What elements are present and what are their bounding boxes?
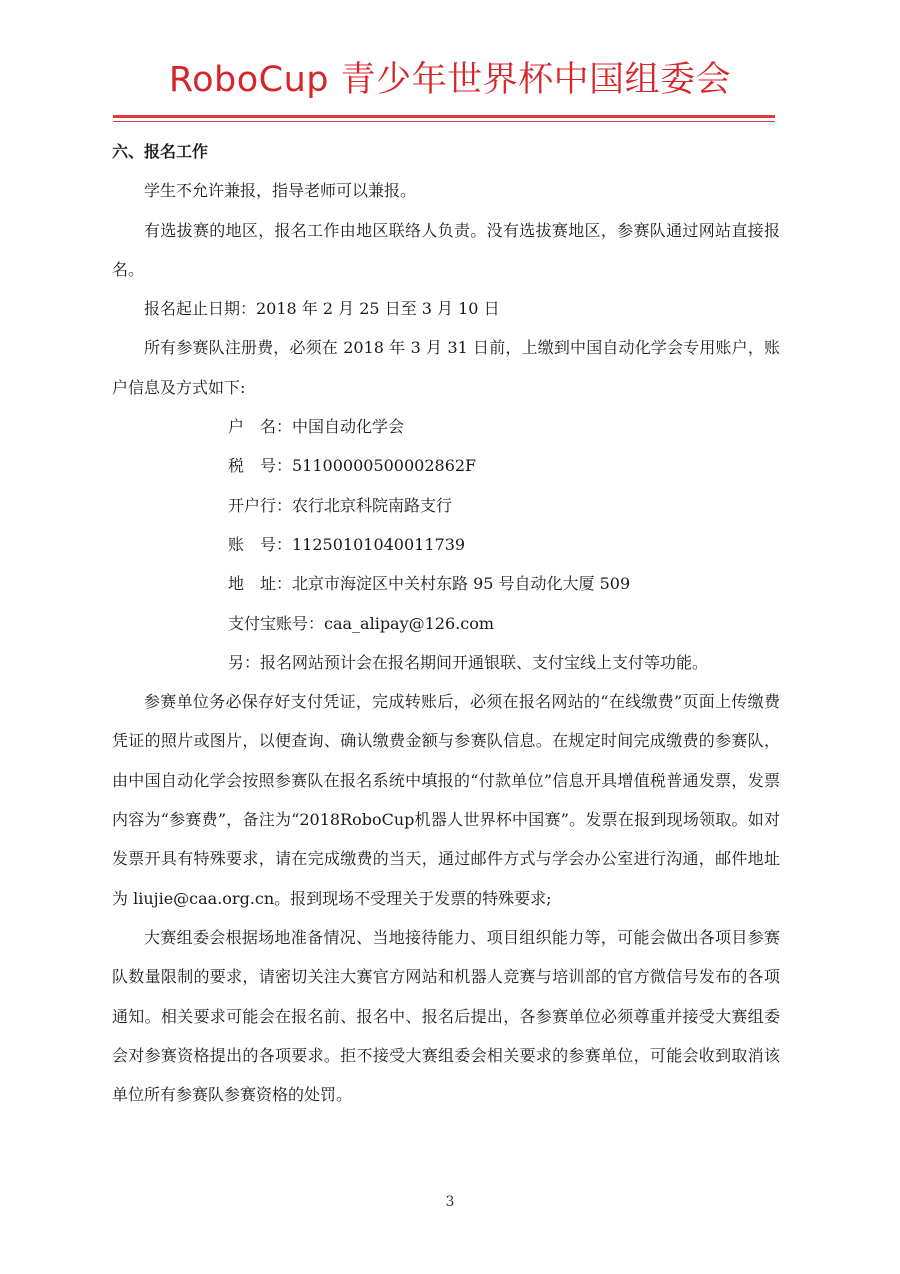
account-name: 户 名：中国自动化学会 <box>228 417 405 437</box>
paragraph-committee-requirements: 大赛组委会根据场地准备情况、当地接待能力、项目组织能力等，可能会做出各项目参赛队数量限制的要求，请密切关注大赛官方网站和机器人竞赛与培训部的官方微信号发布的各项通知。相关要求可能会在报名前、报名中、报名后提出，各参赛单位必须尊重并接受大赛组委会对参赛资格提出的各项要求。拒不接受大赛组委会相关要求的参赛单位，可能会收到取消该单位所有参赛队参赛资格的处罚。 <box>112 927 780 1105</box>
paragraph-payment-invoice: 参赛单位务必保存好支付凭证，完成转账后，必须在报名网站的“在线缴费”页面上传缴费凭证的照片或图片，以便查询、确认缴费金额与参赛队信息。在规定时间完成缴费的参赛队，由中国自动化学会按照参赛队在报名系统中填报的“付款单位”信息开具增值税普通发票，发票内容为“参赛费”，备注为“2018RoboCup机器人世界杯中国赛”。发票在报到现场领取。如对发票开具有特殊要求，请在完成缴费的当天，通过邮件方式与学会办公室进行沟通，邮件地址为 liujie@caa.org.cn。报到现场不受理关于发票的特殊要求; <box>112 692 780 908</box>
paragraph-registration-responsibility: 有选拔赛的地区，报名工作由地区联络人负责。没有选拔赛地区，参赛队通过网站直接报名。 <box>112 220 780 279</box>
paragraph-dual-registration: 学生不允许兼报，指导老师可以兼报。 <box>144 181 417 201</box>
account-number: 账 号：11250101040011739 <box>228 534 466 554</box>
page-header-title: RoboCup 青少年世界杯中国组委会 <box>168 60 732 100</box>
page-number: 3 <box>445 1194 455 1210</box>
account-tax-id: 税 号：51100000500002862F <box>228 456 477 476</box>
document-body <box>112 132 780 1114</box>
paragraph-registration-fee: 所有参赛队注册费，必须在 2018 年 3 月 31 日前，上缴到中国自动化学会专用账户，账户信息及方式如下: <box>112 338 780 397</box>
account-note: 另：报名网站预计会在报名期间开通银联、支付宝线上支付等功能。 <box>228 652 709 672</box>
account-bank: 开户行：农行北京科院南路支行 <box>228 495 453 515</box>
account-alipay: 支付宝账号：caa_alipay@126.com <box>228 613 495 633</box>
header-rule-thick <box>113 115 775 118</box>
section-heading: 六、报名工作 <box>112 142 209 161</box>
header-rule-thin <box>113 121 775 122</box>
account-address: 地 址：北京市海淀区中关村东路 95 号自动化大厦 509 <box>228 574 631 594</box>
paragraph-registration-dates: 报名起止日期：2018 年 2 月 25 日至 3 月 10 日 <box>144 299 500 319</box>
